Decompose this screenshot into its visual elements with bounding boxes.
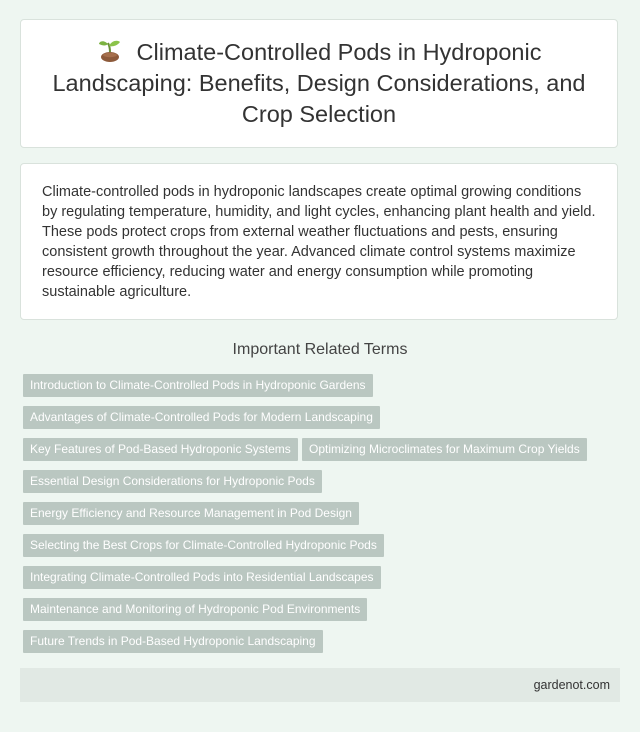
related-term-tag[interactable]: Future Trends in Pod-Based Hydroponic Landscaping: [23, 630, 323, 653]
related-terms-heading: Important Related Terms: [232, 341, 408, 358]
summary-card: [20, 163, 618, 320]
related-term-tag[interactable]: Integrating Climate-Controlled Pods into Residential Landscapes: [23, 566, 381, 589]
related-term-tag[interactable]: Essential Design Considerations for Hydroponic Pods: [23, 470, 322, 493]
footer: [20, 668, 620, 702]
title-card: [20, 19, 618, 148]
page-title: [21, 37, 617, 130]
related-term-tag[interactable]: Energy Efficiency and Resource Management in Pod Design: [23, 502, 359, 525]
related-term-tag[interactable]: Advantages of Climate-Controlled Pods for Modern Landscaping: [23, 406, 380, 429]
page-title-text: Climate-Controlled Pods in Hydroponic Landscaping: Benefits, Design Considerations, and Crop Selection: [52, 39, 586, 127]
summary-text: Climate-controlled pods in hydroponic landscapes create optimal growing conditions by regulating temperature, humidity, and light cycles, enhancing plant health and yield. These pods protect crops from external weather fluctuations and pests, ensuring consistent growth throughout the year. Advanced climate control systems maximize resource efficiency, reducing water and energy consumption while promoting sustainable agriculture.: [42, 184, 596, 300]
related-term-tag[interactable]: Optimizing Microclimates for Maximum Crop Yields: [302, 438, 587, 461]
footer-site-link[interactable]: gardenot.com: [533, 678, 610, 692]
related-term-tag[interactable]: Maintenance and Monitoring of Hydroponic Pod Environments: [23, 598, 367, 621]
related-term-tag[interactable]: Selecting the Best Crops for Climate-Controlled Hydroponic Pods: [23, 534, 384, 557]
seedling-icon: [97, 37, 123, 63]
related-term-tag[interactable]: Introduction to Climate-Controlled Pods in Hydroponic Gardens: [23, 374, 373, 397]
related-term-tag[interactable]: Key Features of Pod-Based Hydroponic Systems: [23, 438, 298, 461]
